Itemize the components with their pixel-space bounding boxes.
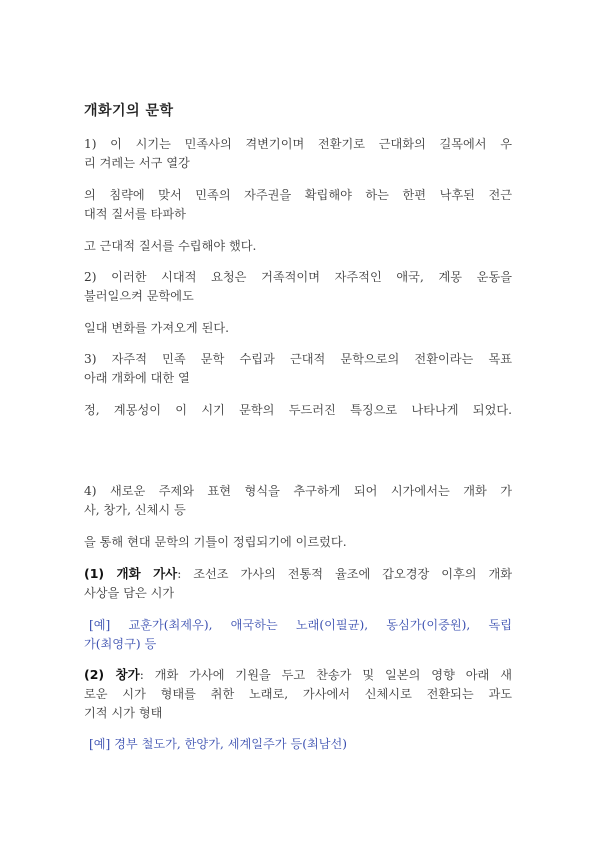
section-2-line-2: 로운 시가 형태를 취한 노래로, 가사에서 신체시로 전환되는 과도 xyxy=(84,687,512,701)
paragraph-2-line-3: 일대 변화를 가져오게 된다. xyxy=(84,321,230,335)
section-2-term: 창가 xyxy=(115,667,140,682)
paragraph-3-line-1: 3) 자주적 민족 문학 수립과 근대적 문학으로의 전환이라는 목표 xyxy=(84,352,512,366)
section-1-example-line-1: [예] 교훈가(최제우), 애국하는 노래(이필균), 동심가(이중원), 독립 xyxy=(89,618,512,632)
paragraph-4-line-1: 4) 새로운 주제와 표현 형식을 추구하게 되어 시가에서는 개화 가 xyxy=(84,484,512,498)
section-1-term: 개화 가사 xyxy=(116,566,178,581)
section-1-desc: : 조선조 가사의 전통적 율조에 갑오경장 이후의 개화 xyxy=(177,567,512,581)
section-1-line-1 xyxy=(84,566,512,582)
paragraph-3-line-2: 아래 개화에 대한 열 xyxy=(84,371,190,385)
paragraph-1-line-5: 고 근대적 질서를 수립해야 했다. xyxy=(84,239,257,253)
paragraph-3-line-3: 정, 계몽성이 이 시기 문학의 두드러진 특징으로 나타나게 되었다. xyxy=(84,403,512,417)
section-1-line-2: 사상을 담은 시가 xyxy=(84,586,175,600)
paragraph-1-line-4: 대적 질서를 타파하 xyxy=(84,207,186,221)
section-1-number: (1) xyxy=(84,566,117,581)
paragraph-1-line-3: 의 침략에 맞서 민족의 자주권을 확립해야 하는 한편 낙후된 전근 xyxy=(84,188,512,202)
paragraph-1-line-1: 1) 이 시기는 민족사의 격변기이며 전환기로 근대화의 길목에서 우 xyxy=(84,137,512,151)
section-1-example-line-2: 가(최영구) 등 xyxy=(84,637,157,651)
section-2-number: (2) xyxy=(84,667,116,682)
section-2-line-3: 기적 시가 형태 xyxy=(84,706,163,720)
section-2-line-1 xyxy=(84,667,512,683)
paragraph-4-line-2: 사, 창가, 신체시 등 xyxy=(84,503,186,517)
paragraph-1-line-2: 리 겨레는 서구 열강 xyxy=(84,156,190,170)
paragraph-4-line-3: 을 통해 현대 문학의 기틀이 정립되기에 이르렀다. xyxy=(84,535,347,549)
section-2-desc: : 개화 가사에 기원을 두고 찬송가 및 일본의 영향 아래 새 xyxy=(139,668,512,682)
paragraph-2-line-2: 불러일으켜 문학에도 xyxy=(84,289,194,303)
page-title: 개화기의 문학 xyxy=(84,103,174,119)
section-2-example-line-1: [예] 경부 철도가, 한양가, 세계일주가 등(최남선) xyxy=(89,737,348,751)
paragraph-2-line-1: 2) 이러한 시대적 요청은 거족적이며 자주적인 애국, 계몽 운동을 xyxy=(84,270,512,284)
